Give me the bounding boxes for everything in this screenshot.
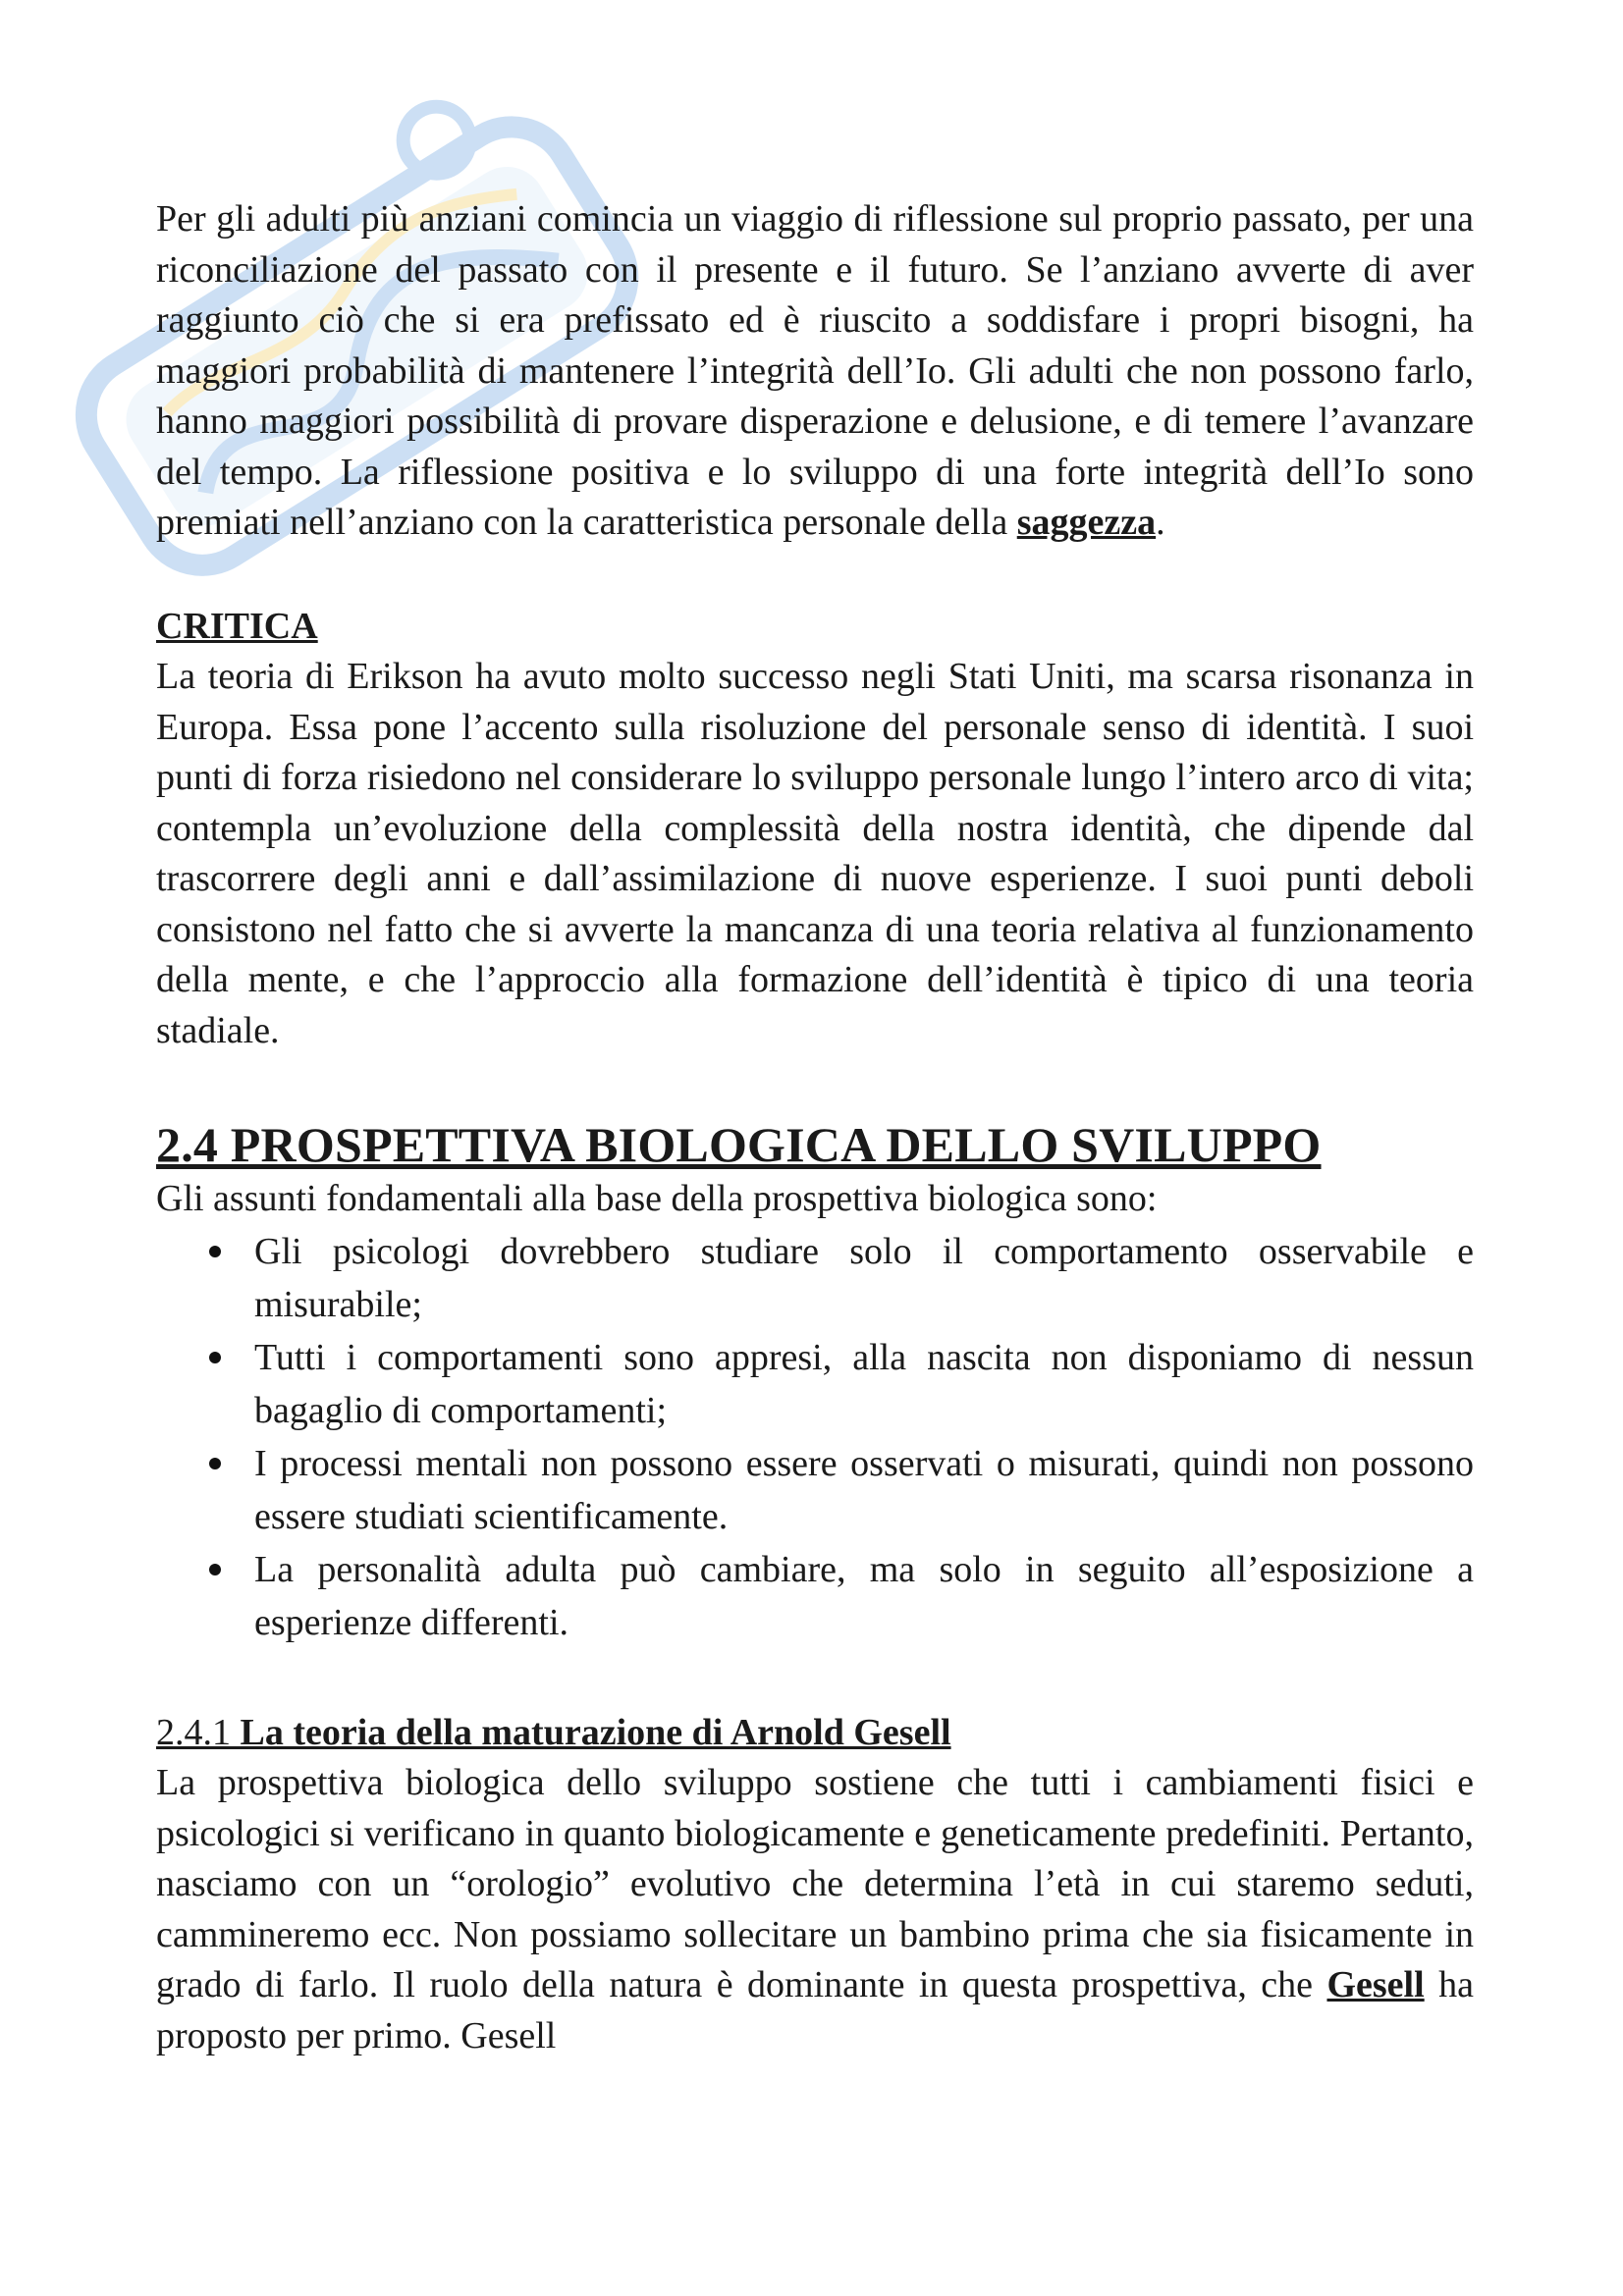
paragraph-anziani-text: Per gli adulti più anziani comincia un viaggio di riflessione sul proprio passato, per una riconciliazione del passato con il presente e il futuro. Se l’anziano avverte di aver raggiunto ciò che si era prefissato ed è riuscito a soddisfare i propri bisogni, ha maggiori probabilità di mantenere l’integrità dell’Io. Gli adulti che non possono farlo, hanno maggiori possibilità di provare disperazione e delusione, e di temere l’avanzare del tempo. La riflessione positiva e lo sviluppo di una forte integrità dell’Io sono premiati nell’anziano con la caratteristica personale della [156, 198, 1474, 543]
document-page [156, 194, 1474, 2061]
subsection-name: La teoria della maturazione di Arnold Gesell [240, 1711, 951, 1753]
subsection-number: 2.4.1 [156, 1711, 231, 1753]
list-item [156, 1543, 1474, 1649]
bullet-dot-icon [209, 1246, 221, 1257]
bullet-dot-icon [209, 1352, 221, 1363]
keyword-gesell: Gesell [1326, 1964, 1425, 2005]
list-item-text: Gli psicologi dovrebbero studiare solo il comportamento osservabile e misurabile; [254, 1230, 1474, 1325]
bullet-dot-icon [209, 1564, 221, 1575]
paragraph-critica: La teoria di Erikson ha avuto molto successo negli Stati Uniti, ma scarsa risonanza in Europa. Essa pone l’accento sulla risoluzione del personale senso di identità. I suoi punti di forza risiedono nel considerare lo sviluppo personale lungo l’intero arco di vita; contempla un’evoluzione della complessità della nostra identità, che dipende dal trascorrere degli anni e dall’assimilazione di nuove esperienze. I suoi punti deboli consistono nel fatto che si avverte la mancanza di una teoria relativa al funzionamento della mente, e che l’approccio alla formazione dell’identità è tipico di una teoria stadiale. [156, 656, 1474, 1051]
subsection-title-2-4-1 [156, 1708, 1474, 1759]
list-item-text: Tutti i comportamenti sono appresi, alla nascita non disponiamo di nessun bagaglio di comportamenti; [254, 1336, 1474, 1431]
list-item [156, 1331, 1474, 1437]
keyword-saggezza: saggezza [1016, 502, 1157, 543]
bullet-dot-icon [209, 1458, 221, 1469]
paragraph-gesell-text: La prospettiva biologica dello sviluppo sostiene che tutti i cambiamenti fisici e psicologici si verificano in quanto biologicamente e geneticamente predefiniti. Pertanto, nasciamo con un “orologio” evolutivo che determina l’età in cui staremo seduti, cammineremo ecc. Non possiamo sollecitare un bambino prima che sia fisicamente in grado di farlo. Il ruolo della natura è dominante in questa prospettiva, che [156, 1762, 1474, 2005]
heading-critica: CRITICA [156, 605, 318, 647]
paragraph-anziani-end: . [1156, 502, 1165, 543]
list-item [156, 1225, 1474, 1331]
list-item [156, 1437, 1474, 1543]
paragraph-anziani [156, 194, 1474, 549]
paragraph-gesell [156, 1758, 1474, 2061]
list-item-text: La personalità adulta può cambiare, ma solo in seguito all’esposizione a esperienze differenti. [254, 1548, 1474, 1643]
section-intro-2-4: Gli assunti fondamentali alla base della prospettiva biologica sono: [156, 1178, 1158, 1219]
paragraph-gesell-end: ha proposto per primo. Gesell [156, 1964, 1474, 2056]
section-title-2-4: 2.4 PROSPETTIVA BIOLOGICA DELLO SVILUPPO [156, 1117, 1322, 1172]
list-item-text: I processi mentali non possono essere osservati o misurati, quindi non possono essere studiati scientificamente. [254, 1442, 1474, 1537]
assumptions-list [156, 1225, 1474, 1649]
